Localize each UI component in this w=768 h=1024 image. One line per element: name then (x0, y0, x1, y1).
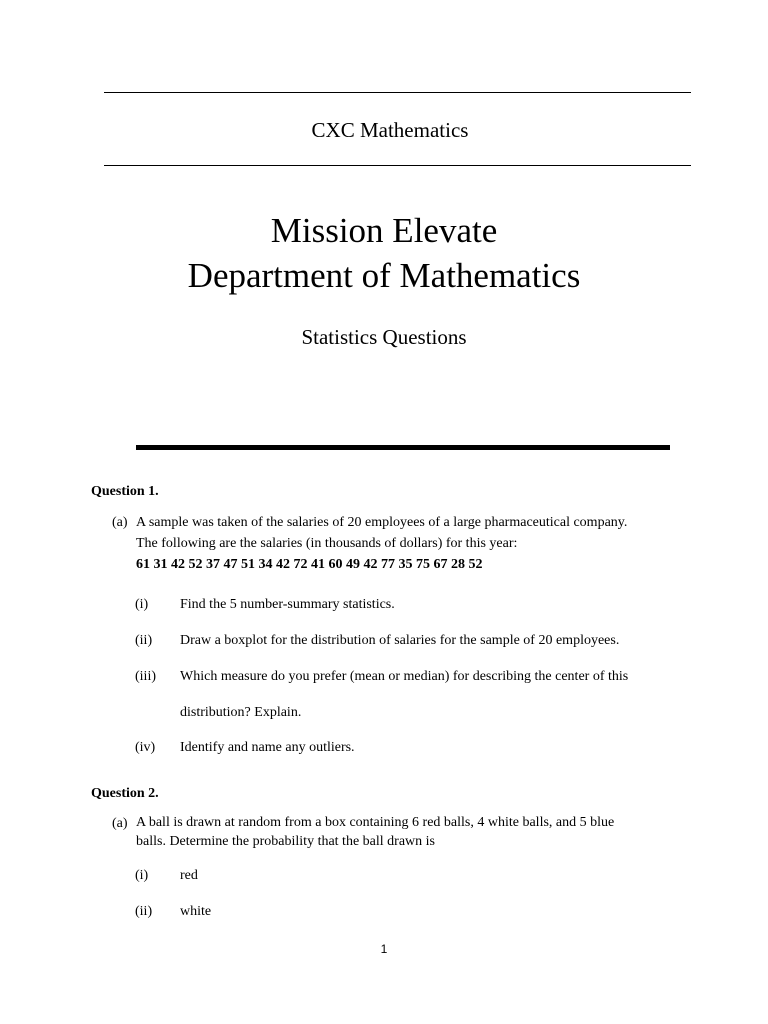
course-header: CXC Mathematics (311, 118, 469, 142)
question-2-subpart-i (135, 867, 695, 885)
subpart-number: (i) (135, 597, 149, 612)
question-1-subpart-iii (135, 668, 695, 686)
question-1-text-line-2: The following are the salaries (in thousands of dollars) for this year: (136, 536, 518, 551)
subpart-number: (iv) (135, 740, 156, 755)
part-label: (a) (112, 816, 128, 831)
subpart-text: distribution? Explain. (180, 705, 302, 720)
subpart-text: Which measure do you prefer (mean or median) for describing the center of this (180, 669, 629, 684)
title-divider (136, 445, 670, 450)
subpart-text: Find the 5 number-summary statistics. (180, 597, 395, 612)
question-1-subpart-i (135, 596, 695, 614)
question-2-text-line-1: A ball is drawn at random from a box containing 6 red balls, 4 white balls, and 5 blue (136, 815, 615, 830)
subpart-number: (ii) (135, 904, 153, 919)
subpart-text: Draw a boxplot for the distribution of salaries for the sample of 20 employees. (180, 633, 620, 648)
subpart-text: white (180, 904, 212, 919)
question-1-subpart-iv (135, 739, 695, 757)
subpart-number: (ii) (135, 633, 153, 648)
subpart-number: (i) (135, 868, 149, 883)
subpart-text: red (180, 868, 198, 883)
title-line-1: Mission Elevate (270, 211, 498, 250)
question-2-part-a (112, 813, 712, 851)
question-2-text-line-2: balls. Determine the probability that the ball drawn is (136, 834, 435, 849)
page-number: 1 (380, 942, 388, 956)
subpart-number: (iii) (135, 669, 156, 684)
question-2-heading: Question 2. (91, 786, 159, 801)
question-1-part-a (112, 512, 712, 575)
question-1-text-line-1: A sample was taken of the salaries of 20 employees of a large pharmaceutical company. (136, 515, 628, 530)
document-subtitle: Statistics Questions (301, 325, 467, 349)
question-1-subpart-iii-continued (135, 704, 695, 722)
title-line-2: Department of Mathematics (187, 256, 581, 295)
top-rule (104, 92, 691, 93)
salary-data: 61 31 42 52 37 47 51 34 42 72 41 60 49 42 77 35 75 67 28 52 (136, 557, 483, 572)
header-bottom-rule (104, 165, 691, 166)
question-1-subpart-ii (135, 632, 695, 650)
subpart-text: Identify and name any outliers. (180, 740, 355, 755)
question-1-heading: Question 1. (91, 484, 159, 499)
question-2-subpart-ii (135, 903, 695, 921)
part-label: (a) (112, 515, 128, 530)
